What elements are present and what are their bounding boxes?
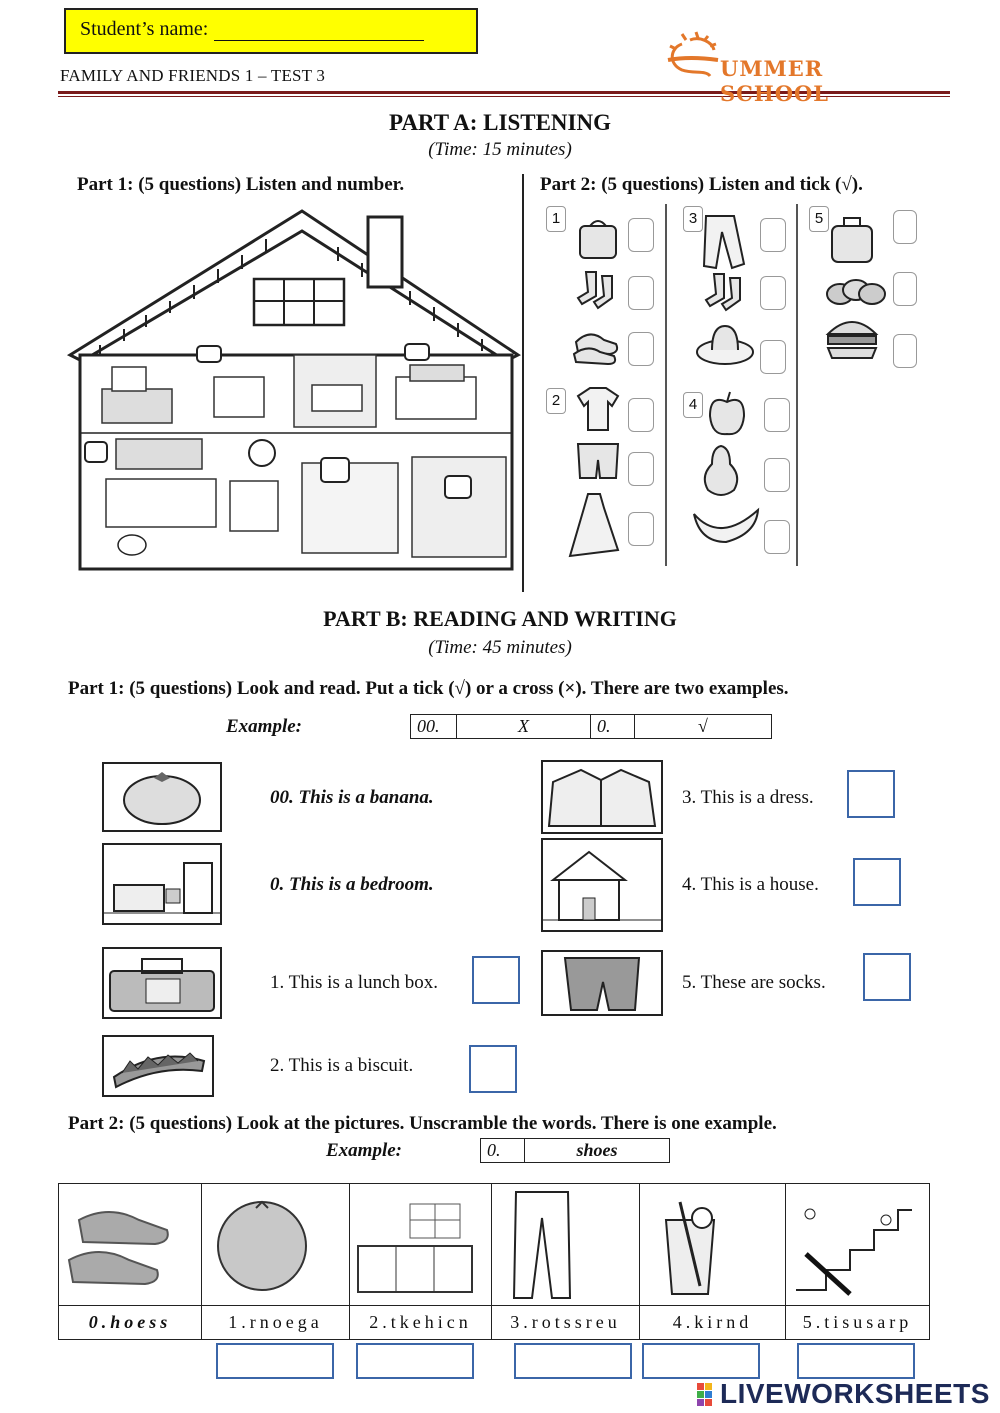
answer-box-q5[interactable]	[863, 953, 911, 1001]
liveworksheets-logo-icon	[697, 1383, 721, 1409]
unscramble-answer-3[interactable]	[514, 1343, 632, 1379]
group-number: 2	[546, 388, 566, 414]
t-shirt-icon	[572, 384, 624, 434]
example-label: Example:	[226, 716, 302, 737]
scrambled-word: 0.hoess	[59, 1306, 202, 1340]
example-cell: 0.	[481, 1139, 525, 1163]
kitchen-icon	[350, 1190, 480, 1300]
unscramble-table	[58, 1183, 930, 1340]
student-name-box[interactable]	[64, 8, 478, 54]
part-a2-heading: Part 2: (5 questions) Listen and tick (√).	[540, 174, 863, 195]
tomato-picture	[102, 762, 222, 832]
tick-box[interactable]	[628, 452, 654, 486]
shorts-icon	[572, 438, 624, 484]
example-cell: shoes	[525, 1139, 670, 1163]
tick-box[interactable]	[893, 210, 917, 244]
part-b-title: PART B: READING AND WRITING	[323, 606, 677, 631]
scrambled-word: 5.tisusarp	[786, 1306, 930, 1340]
student-name-label: Student’s name:	[80, 18, 209, 40]
house-answer-box[interactable]	[320, 457, 350, 483]
school-bag-icon	[572, 216, 624, 262]
liveworksheets-brand: LIVEWORKSHEETS	[720, 1378, 990, 1409]
example-sentence: 0. This is a bedroom.	[270, 874, 434, 895]
tick-box[interactable]	[764, 398, 790, 432]
group-number: 1	[546, 206, 566, 232]
house-answer-box[interactable]	[404, 343, 430, 361]
shorts-picture	[541, 950, 663, 1016]
group-divider	[665, 204, 667, 566]
part-a1-heading: Part 1: (5 questions) Listen and number.	[77, 174, 405, 195]
scrambled-word: 4.kirnd	[640, 1306, 786, 1340]
apple-icon	[704, 390, 750, 440]
summer-school-logo	[660, 30, 940, 106]
tick-box[interactable]	[760, 340, 786, 374]
scrambled-word: 3.rotssreu	[492, 1306, 640, 1340]
tick-box[interactable]	[628, 332, 654, 366]
tick-box[interactable]	[628, 398, 654, 432]
shoes-icon	[570, 320, 626, 366]
picture-cell	[640, 1184, 786, 1306]
example-cell: 00.	[411, 715, 457, 739]
student-name-line[interactable]	[214, 21, 424, 41]
part-a-title: PART A: LISTENING	[388, 110, 611, 135]
tick-box[interactable]	[628, 512, 654, 546]
pear-icon	[696, 440, 746, 500]
question-sentence: 5. These are socks.	[682, 972, 826, 993]
example-label: Example:	[326, 1140, 402, 1161]
answer-box-q2[interactable]	[469, 1045, 517, 1093]
group-number: 5	[809, 206, 829, 232]
example-cell: √	[635, 715, 772, 739]
socks-icon	[700, 270, 752, 316]
bedroom-picture	[102, 843, 222, 925]
example-cell: X	[457, 715, 591, 739]
scrambled-word: 2.tkehicn	[350, 1306, 492, 1340]
picture-cell	[492, 1184, 640, 1306]
tick-box[interactable]	[893, 272, 917, 306]
unscramble-answer-1[interactable]	[216, 1343, 334, 1379]
lunch-box-icon	[826, 212, 878, 268]
group-number: 3	[683, 206, 703, 232]
unscramble-answer-4[interactable]	[642, 1343, 760, 1379]
drink-icon	[640, 1190, 740, 1300]
column-divider	[522, 174, 524, 592]
part-a-time: (Time: 15 minutes)	[428, 139, 572, 160]
question-sentence: 3. This is a dress.	[682, 787, 814, 808]
trousers-icon	[492, 1188, 592, 1302]
biscuits-icon	[824, 274, 888, 310]
tick-box[interactable]	[764, 458, 790, 492]
house-answer-box[interactable]	[444, 475, 472, 499]
jacket-picture	[541, 760, 663, 834]
orange-icon	[202, 1190, 322, 1300]
tick-box[interactable]	[760, 218, 786, 252]
hat-icon	[694, 318, 756, 368]
picture-cell	[786, 1184, 930, 1306]
banana-icon	[690, 500, 762, 548]
socks-icon	[572, 268, 624, 314]
part-b-time: (Time: 45 minutes)	[428, 637, 572, 658]
trousers-icon	[698, 212, 750, 272]
house-illustration	[66, 205, 522, 571]
tick-box[interactable]	[764, 520, 790, 554]
part-b2-heading: Part 2: (5 questions) Look at the pictures. Unscramble the words. There is one example.	[68, 1113, 777, 1134]
unscramble-answer-2[interactable]	[356, 1343, 474, 1379]
stairs-icon	[786, 1190, 916, 1300]
house-picture	[541, 838, 663, 932]
dress-icon	[566, 490, 622, 562]
house-answer-box[interactable]	[196, 345, 222, 363]
part-b1-heading: Part 1: (5 questions) Look and read. Put a tick (√) or a cross (×). There are two examples.	[68, 678, 789, 699]
burger-icon	[822, 312, 882, 362]
picture-cell	[202, 1184, 350, 1306]
logo-text: UMMER SCHOOL	[720, 56, 830, 106]
group-number: 4	[683, 392, 703, 418]
answer-box-q4[interactable]	[853, 858, 901, 906]
unscramble-answer-5[interactable]	[797, 1343, 915, 1379]
picture-cell	[59, 1184, 202, 1306]
example-table	[480, 1138, 670, 1163]
tick-box[interactable]	[893, 334, 917, 368]
scrambled-word: 1.rnoega	[202, 1306, 350, 1340]
tick-box[interactable]	[760, 276, 786, 310]
example-table	[410, 714, 772, 739]
tick-box[interactable]	[628, 218, 654, 252]
house-answer-box[interactable]	[84, 441, 108, 463]
course-title: FAMILY AND FRIENDS 1 – TEST 3	[60, 66, 326, 85]
tick-box[interactable]	[628, 276, 654, 310]
example-sentence: 00. This is a banana.	[270, 787, 434, 808]
biscuit-picture	[102, 1035, 214, 1097]
example-cell: 0.	[591, 715, 635, 739]
lunch-box-picture	[102, 947, 222, 1019]
answer-box-q3[interactable]	[847, 770, 895, 818]
question-sentence: 2. This is a biscuit.	[270, 1055, 414, 1076]
question-sentence: 4. This is a house.	[682, 874, 819, 895]
picture-cell	[350, 1184, 492, 1306]
answer-box-q1[interactable]	[472, 956, 520, 1004]
question-sentence: 1. This is a lunch box.	[270, 972, 439, 993]
group-divider	[796, 204, 798, 566]
shoes-icon	[59, 1190, 179, 1300]
